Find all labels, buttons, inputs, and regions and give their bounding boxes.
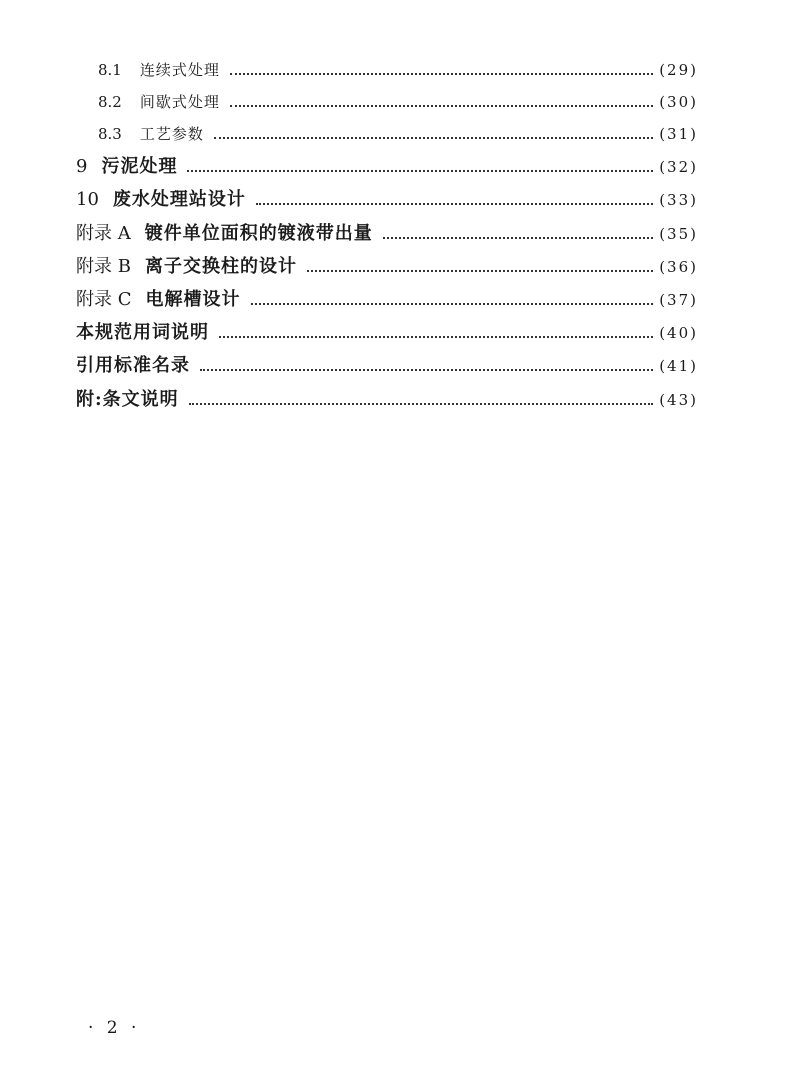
toc-leader-dots <box>189 403 654 405</box>
toc-entry-title: 附:条文说明 <box>76 389 179 410</box>
toc-entry-page: (31) <box>659 125 698 143</box>
toc-entry-title: 镀件单位面积的镀液带出量 <box>144 223 373 244</box>
toc-entry-number: 附录 C <box>76 289 132 310</box>
toc-entry-page: (41) <box>659 357 698 375</box>
toc-leader-dots <box>256 203 653 205</box>
toc-entry-number: 10 <box>76 189 99 210</box>
toc-entry-title: 电解槽设计 <box>145 289 241 310</box>
toc-entry-page: (32) <box>659 158 698 176</box>
toc-leader-dots <box>383 237 653 239</box>
toc-leader-dots <box>230 73 653 75</box>
toc-entry-terms[interactable] <box>76 318 698 348</box>
toc-entry-number: 8.3 <box>98 125 122 143</box>
toc-entry-title: 离子交换柱的设计 <box>144 256 297 277</box>
toc-entry-page: (35) <box>659 225 698 243</box>
toc-entry-number: 9 <box>76 156 88 177</box>
toc-entry-9[interactable] <box>76 152 698 182</box>
toc-entry-title: 污泥处理 <box>101 156 178 177</box>
toc-entry-8-3[interactable] <box>98 119 698 149</box>
toc-entry-number: 8.1 <box>98 61 122 79</box>
toc-entry-page: (36) <box>659 258 698 276</box>
toc-entry-title: 工艺参数 <box>139 125 204 143</box>
toc-entry-page: (33) <box>659 191 698 209</box>
toc-leader-dots <box>230 105 653 107</box>
toc-leader-dots <box>214 137 653 139</box>
toc-entry-title: 本规范用词说明 <box>76 322 209 343</box>
toc-entry-title: 废水处理站设计 <box>112 189 246 210</box>
toc-leader-dots <box>219 336 653 338</box>
toc-entry-appendix-c[interactable] <box>76 285 698 315</box>
toc-leader-dots <box>307 270 653 272</box>
toc-entry-explanation[interactable] <box>76 385 698 415</box>
toc-entry-references[interactable] <box>76 351 698 381</box>
toc-entry-8-2[interactable] <box>98 87 698 117</box>
toc-entry-page: (43) <box>659 391 698 409</box>
toc-entry-title: 连续式处理 <box>139 61 220 79</box>
toc-entry-number: 附录 A <box>76 223 131 244</box>
toc-entry-page: (40) <box>659 324 698 342</box>
toc-entry-10[interactable] <box>76 185 698 215</box>
toc-entry-8-1[interactable] <box>98 55 698 85</box>
toc-entry-page: (37) <box>659 291 698 309</box>
toc-entry-title: 间歇式处理 <box>139 93 220 111</box>
toc-entry-page: (30) <box>659 93 698 111</box>
toc-leader-dots <box>251 303 654 305</box>
toc-leader-dots <box>200 369 653 371</box>
toc-entry-title: 引用标准名录 <box>76 355 190 376</box>
toc-entry-appendix-a[interactable] <box>76 219 698 249</box>
toc-leader-dots <box>187 170 653 172</box>
toc-entry-appendix-b[interactable] <box>76 252 698 282</box>
toc-entry-page: (29) <box>659 61 698 79</box>
page-number: · 2 · <box>88 1018 141 1038</box>
toc-entry-number: 附录 B <box>76 256 131 277</box>
toc-entry-number: 8.2 <box>98 93 122 111</box>
